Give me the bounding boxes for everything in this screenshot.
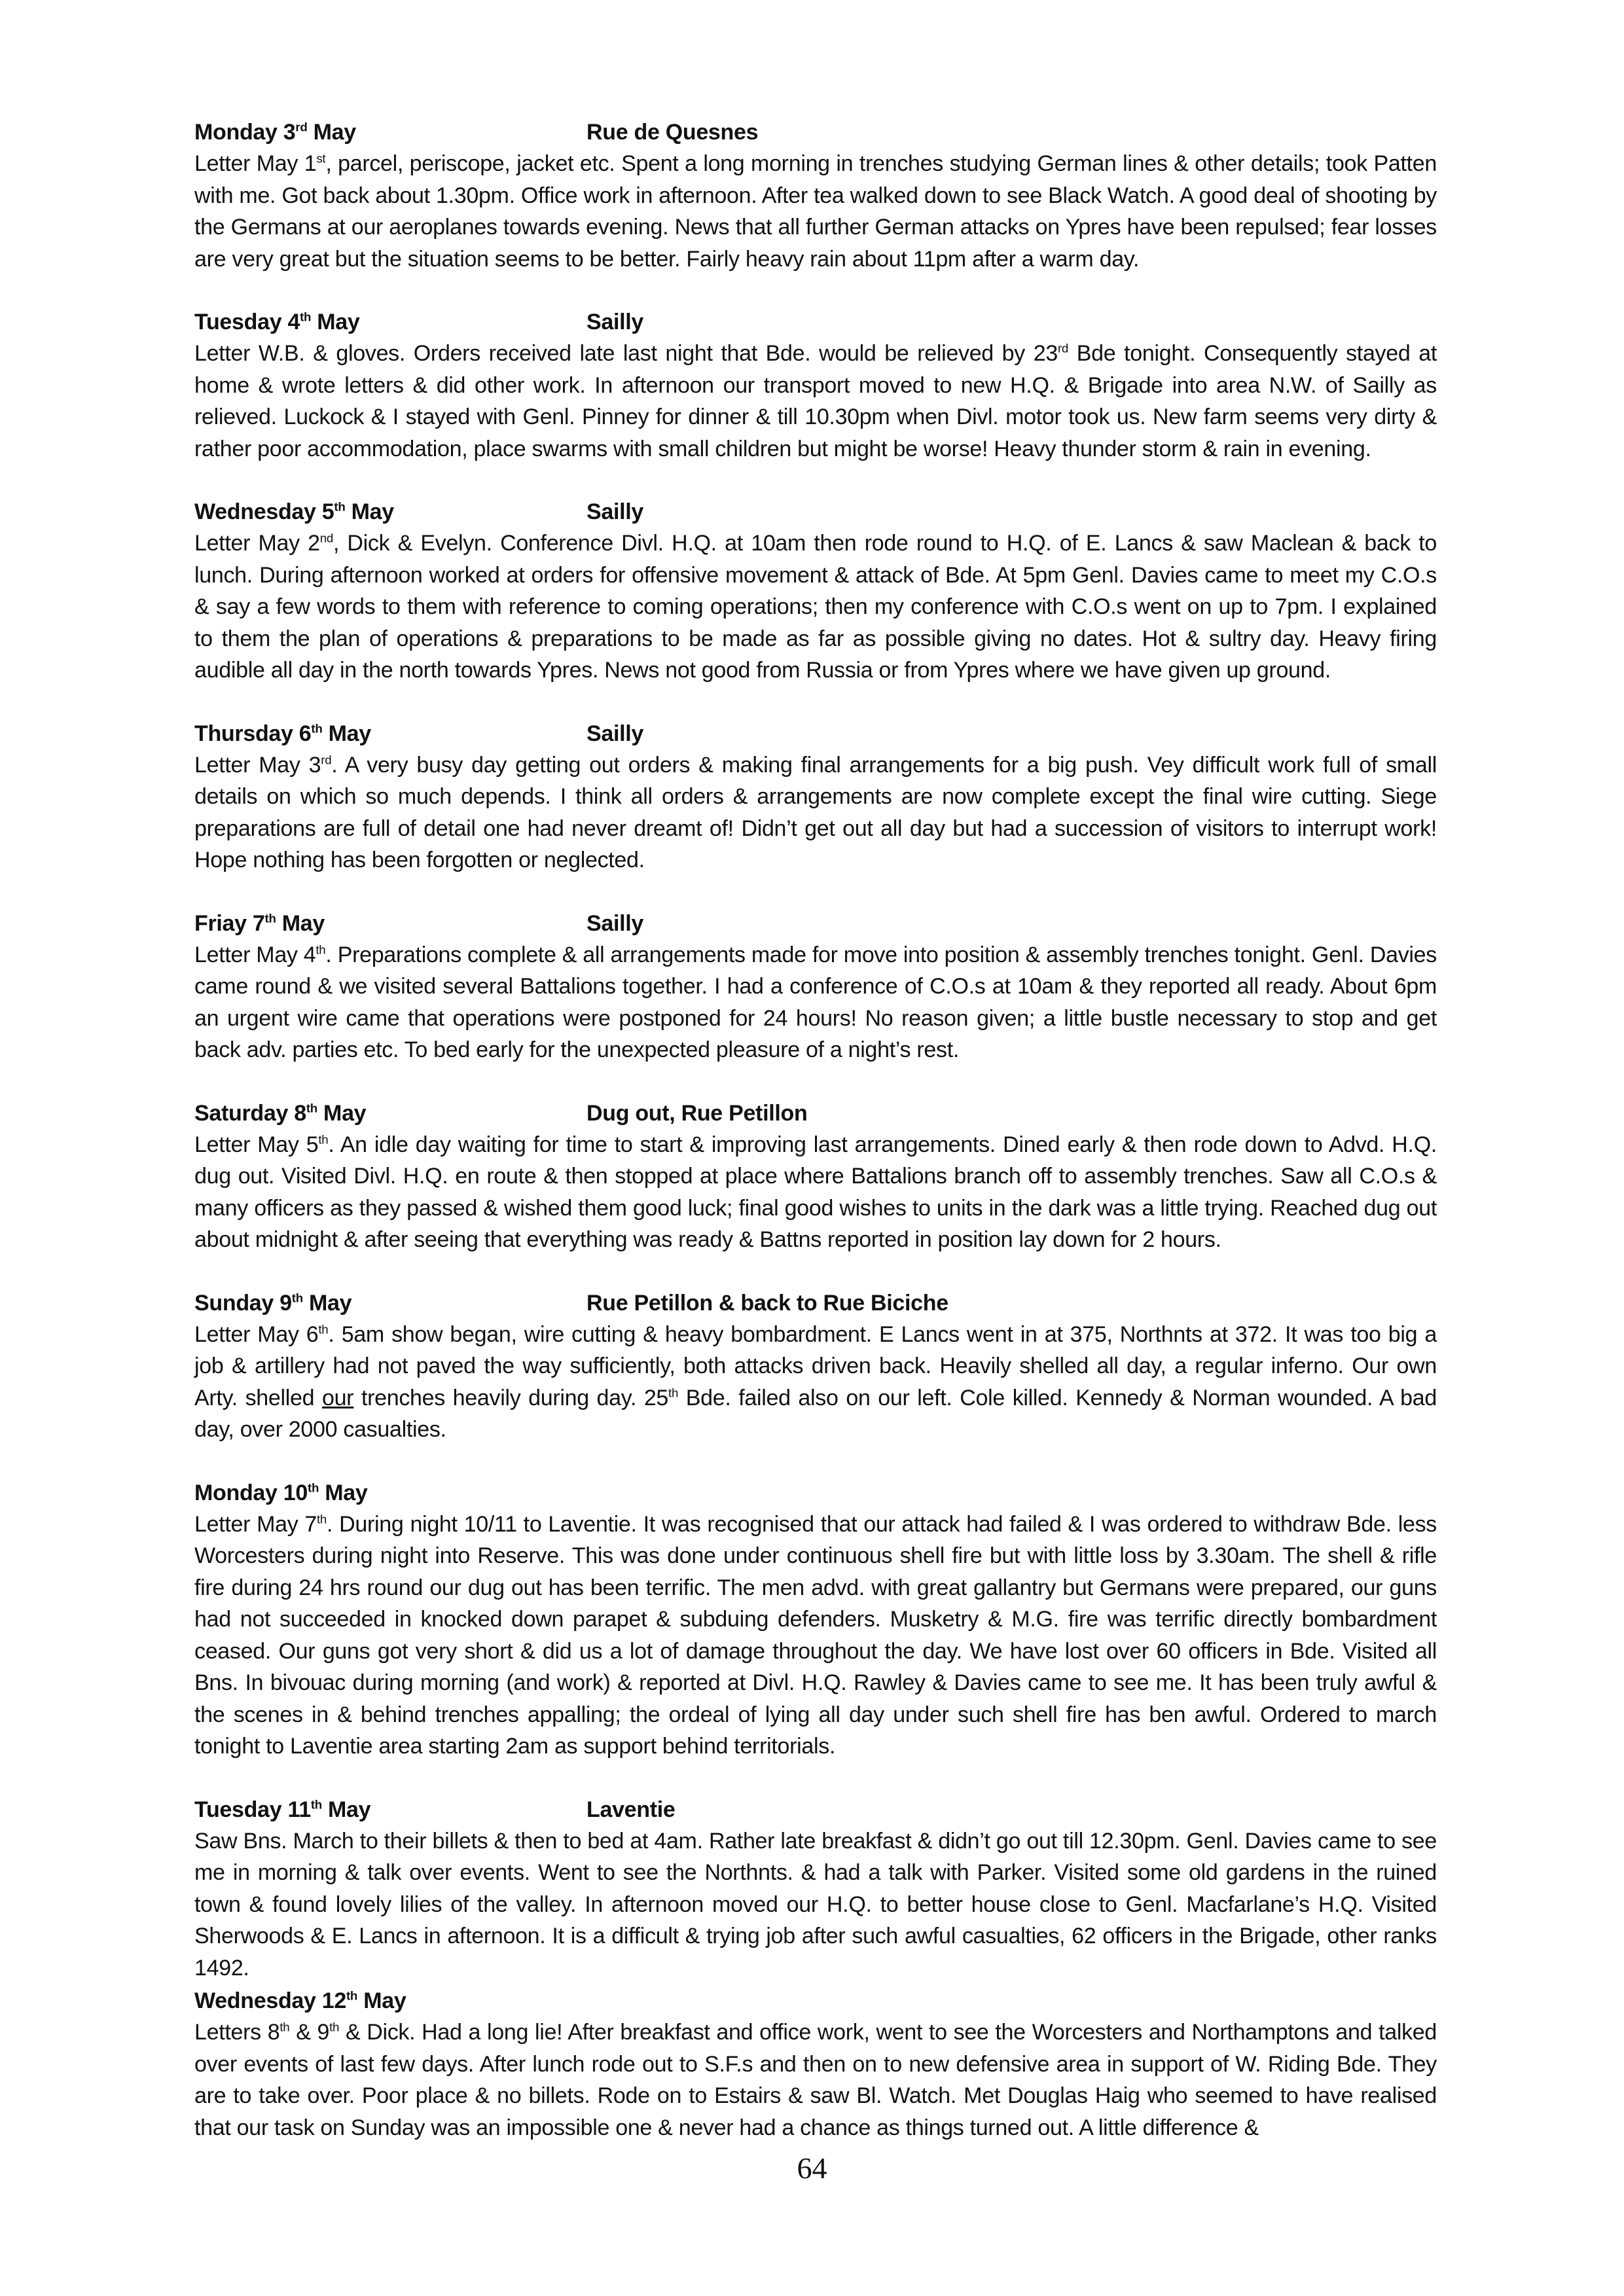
entry-text — [194, 1129, 1437, 1256]
text-run: . During night 10/11 to Laventie. It was recognised that our attack had failed & I was ordered to withdraw Bde. less Worcesters during night into Reserve. This was done under continuous shell fire but with little loss by 3.30am. The shell & rifle fire during 24 hrs round our dug out has been terrific. The men advd. with great gallantry but Germans were prepared, our guns had not succeeded in knocked down parapet & subduing defenders. Musketry & M.G. fire was terrific directly bombardment ceased. Our guns got very short & did us a lot of damage throughout the day. We have lost over 60 officers in Bde. Visited all Bns. In bivouac during morning (and work) & reported at Divl. H.Q. Rawley & Davies came to see me. It has been truly awful & the scenes in & behind trenches appalling; the ordeal of lying all day under such shell fire has ben awful. Ordered to march tonight to Laventie area starting 2am as support behind territorials. — [194, 1511, 1437, 1759]
text-run: . 5am show began, wire cutting & heavy bombardment. E Lancs went in at 375, Northnts at 372. It was too big a job & artillery had not paved the way sufficiently, both attacks driven back. Heavily shelled all day, a regular inferno. Our own Arty. shelled — [194, 1321, 1437, 1410]
entry-text — [194, 2017, 1437, 2144]
entry-text — [194, 1825, 1437, 1984]
entry-date — [194, 1477, 367, 1509]
entry-date-suffix: th — [346, 1988, 358, 2003]
entry-date-text: Wednesday 5 — [194, 499, 334, 524]
entry-date-text: Wednesday 12 — [194, 1988, 346, 2013]
entry-text — [194, 1319, 1437, 1446]
ordinal-suffix: th — [318, 1322, 329, 1336]
entry-date-month: May — [276, 910, 325, 936]
ordinal-suffix: th — [316, 942, 326, 957]
entry-text — [194, 1509, 1437, 1763]
entry-location: Sailly — [586, 721, 644, 746]
entry-date — [194, 1794, 370, 1826]
underlined-word: our — [321, 1385, 354, 1410]
entry-location: Dug out, Rue Petillon — [586, 1100, 808, 1126]
entry-date-month: May — [317, 1100, 367, 1126]
entry-date-month: May — [307, 120, 356, 145]
entry-date — [194, 1287, 352, 1319]
entry-date-suffix: th — [264, 911, 276, 925]
text-run: Letter May 6 — [194, 1321, 319, 1347]
entry-heading — [194, 1287, 1437, 1319]
entry-location: Rue de Quesnes — [586, 120, 759, 145]
entry-date — [194, 117, 356, 149]
text-run: . Preparations complete & all arrangements made for move into position & assembly trenches tonight. Genl. Davies came round & we visited several Battalions together. I had a conference of C.O.s at 10am & they reported all ready. About 6pm an urgent wire came that operations were postponed for 24 hours! No reason given; a little bustle necessary to stop and get back adv. parties etc. To bed early for the unexpected pleasure of a night’s rest. — [194, 942, 1437, 1062]
entry-heading — [194, 1477, 1437, 1509]
diary-entry — [194, 117, 1437, 275]
entry-date-month: May — [321, 1797, 371, 1822]
text-run: , parcel, periscope, jacket etc. Spent a long morning in trenches studying German lines & other details; took Patten with me. Got back about 1.30pm. Office work in afternoon. After tea walked down to see Black Watch. A good deal of shooting by the Germans at our aeroplanes towards evening. News that all further German attacks on Ypres have been repulsed; fear losses are very great but the situation seems to be better. Fairly heavy rain about 11pm after a warm day. — [194, 151, 1437, 272]
text-run: Bde tonight. Consequently stayed at home & wrote letters & did other work. In afternoon our transport moved to new H.Q. & Brigade into area N.W. of Sailly as relieved. Luckock & I stayed with Genl. Pinney for dinner & till 10.30pm when Divl. motor took us. New farm seems very dirty & rather poor accommodation, place swarms with small children but might be worse! Heavy thunder storm & rain in evening. — [194, 341, 1437, 461]
entry-date-month: May — [357, 1988, 406, 2013]
entry-text — [194, 939, 1437, 1066]
entry-date-month: May — [302, 1290, 352, 1316]
text-run: Letter May 2 — [194, 531, 320, 556]
entry-date-text: Tuesday 11 — [194, 1797, 311, 1822]
entry-date — [194, 1985, 406, 2017]
entry-text — [194, 749, 1437, 876]
text-run: Letters 8 — [194, 2020, 280, 2045]
entry-location: Sailly — [586, 310, 644, 334]
ordinal-suffix: th — [668, 1386, 679, 1400]
entry-date-suffix: th — [310, 1797, 322, 1812]
entry-location: Rue Petillon & back to Rue Biciche — [586, 1290, 948, 1316]
entry-date-suffix: th — [291, 1291, 303, 1305]
entry-date-text: Thursday 6 — [194, 721, 312, 746]
entry-heading — [194, 908, 1437, 939]
ordinal-suffix: rd — [1057, 341, 1068, 355]
entry-date-suffix: rd — [295, 120, 308, 134]
text-run: Letter W.B. & gloves. Orders received late last night that Bde. would be relieved by 23 — [194, 341, 1058, 366]
text-run: Letter May 1 — [194, 151, 317, 176]
entry-date — [194, 718, 371, 750]
diary-entry — [194, 718, 1437, 876]
diary-entry — [194, 908, 1437, 1066]
entry-heading — [194, 496, 1437, 528]
text-run: , Dick & Evelyn. Conference Divl. H.Q. at 10am then rode round to H.Q. of E. Lancs & saw Maclean & back to lunch. During afternoon worked at orders for offensive movement & attack of Bde. At 5pm Genl. Davies came to meet my C.O.s & say a few words to them with reference to coming operations; then my conference with C.O.s went on up to 7pm. I explained to them the plan of operations & preparations to be made as far as possible giving no dates. Hot & sultry day. Heavy firing audible all day in the north towards Ypres. News not good from Russia or from Ypres where we have given up ground. — [194, 531, 1437, 683]
entry-location: Sailly — [586, 910, 644, 936]
entry-date-text: Monday 10 — [194, 1480, 308, 1505]
entry-heading — [194, 117, 1437, 148]
ordinal-suffix: th — [317, 1512, 327, 1526]
entry-date — [194, 306, 360, 338]
entry-date-text: Monday 3 — [194, 120, 296, 145]
entry-date-text: Tuesday 4 — [194, 310, 300, 334]
entry-date-suffix: th — [300, 310, 312, 324]
entry-date-text: Friay 7 — [194, 910, 265, 936]
diary-entry — [194, 1287, 1437, 1446]
text-run: Saw Bns. March to their billets & then to bed at 4am. Rather late breakfast & didn’t go out till 12.30pm. Genl. Davies came to see me in morning & talk over events. Went to see the Northnts. & had a talk with Parker. Visited some old gardens in the ruined town & found lovely lilies of the valley. In afternoon moved our H.Q. to better house close to Genl. Macfarlane’s H.Q. Visited Sherwoods & E. Lancs in afternoon. It is a difficult & trying job after such awful casualties, 62 officers in the Brigade, other ranks 1492. — [194, 1828, 1437, 1981]
entry-heading — [194, 1794, 1437, 1825]
text-run: trenches heavily during day. 25 — [353, 1385, 669, 1410]
entry-heading — [194, 306, 1437, 338]
entry-date-suffix: th — [308, 1480, 319, 1495]
diary-page — [194, 117, 1437, 2175]
diary-entry — [194, 1098, 1437, 1256]
ordinal-suffix: th — [329, 2020, 340, 2034]
entry-text — [194, 338, 1437, 465]
entry-date — [194, 908, 325, 940]
diary-entry — [194, 1794, 1437, 1984]
page-number: 64 — [797, 2151, 827, 2185]
entry-date-month: May — [311, 310, 360, 334]
text-run: . An idle day waiting for time to start & improving last arrangements. Dined early & then rode down to Advd. H.Q. dug out. Visited Divl. H.Q. en route & then stopped at place where Battalions branch off to assembly trenches. Saw all C.O.s & many officers as they passed & wished them good luck; final good wishes to units in the dark was a little trying. Reached dug out about midnight & after seeing that everything was ready & Battns reported in position lay down for 2 hours. — [194, 1132, 1437, 1252]
entry-heading — [194, 1985, 1437, 2017]
entry-heading — [194, 1098, 1437, 1129]
entry-heading — [194, 718, 1437, 749]
entry-date — [194, 496, 394, 528]
diary-entry — [194, 306, 1437, 465]
entry-date-text: Saturday 8 — [194, 1100, 306, 1126]
entry-date — [194, 1098, 366, 1130]
text-run: . A very busy day getting out orders & making final arrangements for a big push. Vey difficult work full of small details on which so much depends. I think all orders & arrangements are now complete except the final wire cutting. Siege preparations are full of detail one had never dreamt of! Didn’t get out all day but had a succession of visitors to interrupt work! Hope nothing has been forgotten or neglected. — [194, 752, 1437, 872]
entry-date-suffix: th — [311, 721, 323, 736]
text-run: & 9 — [289, 2020, 330, 2045]
text-run: Letter May 3 — [194, 752, 321, 778]
ordinal-suffix: th — [280, 2020, 290, 2034]
entry-date-suffix: th — [306, 1101, 317, 1115]
entry-text — [194, 528, 1437, 687]
text-run: & Dick. Had a long lie! After breakfast and office work, went to see the Worcesters and Northamptons and talked over events of last few days. After lunch rode out to S.F.s and then on to new defensive area in support of W. Riding Bde. They are to take over. Poor place & no billets. Rode on to Estairs & saw Bl. Watch. Met Douglas Haig who seemed to have realised that our task on Sunday was an impossible one & never had a chance as things turned out. A little difference & — [194, 2020, 1437, 2140]
entry-location: Sailly — [586, 499, 644, 524]
ordinal-suffix: rd — [321, 753, 332, 767]
text-run: Bde. failed also on our left. Cole killed. Kennedy & Norman wounded. A bad day, over 2000 casualties. — [194, 1385, 1437, 1442]
entry-date-month: May — [319, 1480, 368, 1505]
diary-entry — [194, 496, 1437, 687]
entry-location: Laventie — [586, 1797, 676, 1822]
text-run: Letter May 7 — [194, 1511, 317, 1537]
text-run: Letter May 5 — [194, 1132, 319, 1157]
entry-date-month: May — [322, 721, 371, 746]
diary-entry — [194, 1477, 1437, 1763]
ordinal-suffix: th — [318, 1132, 329, 1147]
entry-date-month: May — [345, 499, 394, 524]
diary-entry — [194, 1985, 1437, 2144]
entry-text — [194, 148, 1437, 275]
ordinal-suffix: nd — [319, 531, 333, 545]
text-run: Letter May 4 — [194, 942, 316, 967]
entry-date-suffix: th — [334, 499, 346, 514]
ordinal-suffix: st — [316, 151, 326, 166]
diary-entries — [194, 117, 1437, 2144]
entry-date-text: Sunday 9 — [194, 1290, 292, 1316]
